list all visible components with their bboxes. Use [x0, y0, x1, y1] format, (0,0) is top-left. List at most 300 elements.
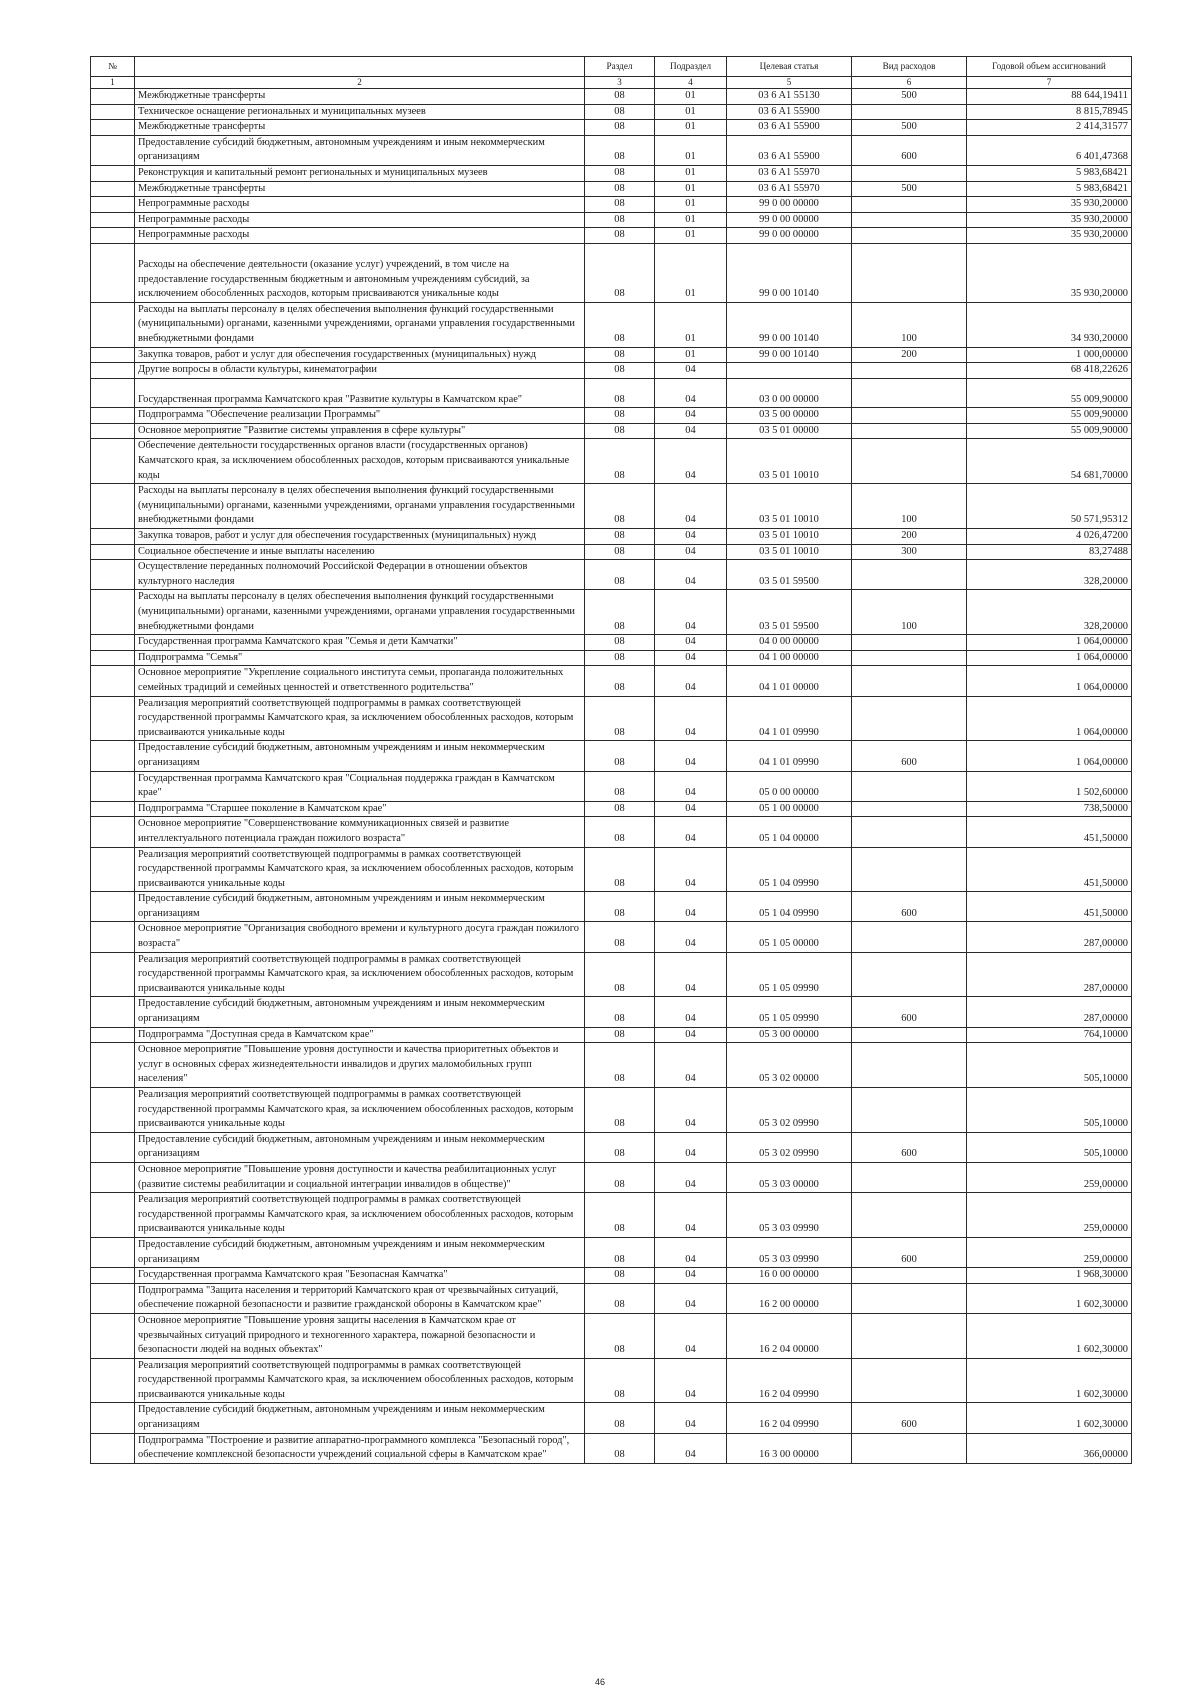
row-expense-type [852, 666, 967, 696]
row-amount: 1 064,00000 [967, 696, 1132, 741]
row-expense-type: 600 [852, 892, 967, 922]
row-number [91, 741, 135, 771]
row-number [91, 120, 135, 136]
row-subsection: 04 [655, 560, 727, 590]
table-row [91, 560, 1132, 590]
row-expense-type: 200 [852, 529, 967, 545]
row-name: Подпрограмма "Старшее поколение в Камчатском крае" [135, 801, 585, 817]
row-target-item: 05 1 05 09990 [727, 952, 852, 997]
table-row [91, 1088, 1132, 1133]
row-expense-type [852, 1433, 967, 1463]
table-row [91, 243, 1132, 302]
row-subsection: 04 [655, 666, 727, 696]
row-number [91, 1283, 135, 1313]
row-subsection: 04 [655, 544, 727, 560]
row-amount: 5 983,68421 [967, 181, 1132, 197]
row-amount: 8 815,78945 [967, 104, 1132, 120]
row-section: 08 [585, 847, 655, 892]
row-subsection: 04 [655, 1268, 727, 1284]
row-target-item: 05 1 04 09990 [727, 892, 852, 922]
table-header [91, 57, 1132, 89]
document-sheet [90, 56, 1131, 1464]
table-row [91, 212, 1132, 228]
row-amount: 366,00000 [967, 1433, 1132, 1463]
row-section: 08 [585, 952, 655, 997]
row-number [91, 529, 135, 545]
row-target-item: 16 2 04 00000 [727, 1313, 852, 1358]
row-subsection: 01 [655, 89, 727, 105]
row-target-item: 04 1 00 00000 [727, 650, 852, 666]
row-section: 08 [585, 560, 655, 590]
row-amount: 50 571,95312 [967, 484, 1132, 529]
row-target-item: 16 2 00 00000 [727, 1283, 852, 1313]
row-amount: 1 602,30000 [967, 1403, 1132, 1433]
row-name: Реконструкция и капитальный ремонт региональных и муниципальных музеев [135, 165, 585, 181]
row-target-item: 16 2 04 09990 [727, 1403, 852, 1433]
row-section: 08 [585, 1268, 655, 1284]
row-number [91, 696, 135, 741]
row-name: Осуществление переданных полномочий Российской Федерации в отношении объектов культурного наследия [135, 560, 585, 590]
row-expense-type [852, 1268, 967, 1284]
row-number [91, 1088, 135, 1133]
row-expense-type [852, 243, 967, 302]
row-name: Предоставление субсидий бюджетным, автономным учреждениям и иным некоммерческим организациям [135, 1237, 585, 1267]
row-number [91, 1132, 135, 1162]
row-target-item: 04 1 01 00000 [727, 666, 852, 696]
table-row [91, 952, 1132, 997]
row-section: 08 [585, 120, 655, 136]
row-section: 08 [585, 1193, 655, 1238]
row-subsection: 04 [655, 741, 727, 771]
row-number [91, 243, 135, 302]
table-row [91, 1027, 1132, 1043]
row-expense-type [852, 1027, 967, 1043]
row-number [91, 771, 135, 801]
row-subsection: 01 [655, 165, 727, 181]
row-number [91, 997, 135, 1027]
row-amount: 35 930,20000 [967, 197, 1132, 213]
row-subsection: 04 [655, 817, 727, 847]
row-target-item: 05 3 03 00000 [727, 1162, 852, 1192]
row-expense-type [852, 922, 967, 952]
row-amount: 287,00000 [967, 922, 1132, 952]
row-expense-type: 600 [852, 1237, 967, 1267]
row-name: Непрограммные расходы [135, 228, 585, 244]
row-number [91, 1358, 135, 1403]
row-amount: 764,10000 [967, 1027, 1132, 1043]
row-name: Реализация мероприятий соответствующей подпрограммы в рамках соответствующей государственной программы Камчатского края, за исключением обособленных расходов, которым присваиваются уникальные коды [135, 847, 585, 892]
row-name: Расходы на выплаты персоналу в целях обеспечения выполнения функций государственными (муниципальными) органами, казенными учреждениями, органами управления государственными внебюджетными фондами [135, 484, 585, 529]
row-name: Техническое оснащение региональных и муниципальных музеев [135, 104, 585, 120]
row-number [91, 801, 135, 817]
row-name: Реализация мероприятий соответствующей подпрограммы в рамках соответствующей государственной программы Камчатского края, за исключением обособленных расходов, которым присваиваются уникальные коды [135, 1193, 585, 1238]
table-row [91, 817, 1132, 847]
row-amount: 1 000,00000 [967, 347, 1132, 363]
row-section: 08 [585, 1313, 655, 1358]
row-name: Расходы на выплаты персоналу в целях обеспечения выполнения функций государственными (муниципальными) органами, казенными учреждениями, органами управления государственными внебюджетными фондами [135, 302, 585, 347]
row-target-item: 16 2 04 09990 [727, 1358, 852, 1403]
row-amount: 287,00000 [967, 997, 1132, 1027]
row-expense-type [852, 439, 967, 484]
table-row [91, 165, 1132, 181]
row-amount: 505,10000 [967, 1088, 1132, 1133]
table-row [91, 997, 1132, 1027]
row-subsection: 04 [655, 363, 727, 379]
row-number [91, 635, 135, 651]
row-expense-type [852, 378, 967, 408]
row-amount: 83,27488 [967, 544, 1132, 560]
row-target-item: 05 3 00 00000 [727, 1027, 852, 1043]
row-number [91, 892, 135, 922]
header-section: Раздел [585, 57, 655, 77]
row-amount: 451,50000 [967, 892, 1132, 922]
row-section: 08 [585, 1403, 655, 1433]
row-name: Реализация мероприятий соответствующей подпрограммы в рамках соответствующей государственной программы Камчатского края, за исключением обособленных расходов, которым присваиваются уникальные коды [135, 952, 585, 997]
row-target-item: 99 0 00 10140 [727, 347, 852, 363]
row-number [91, 197, 135, 213]
row-name: Основное мероприятие "Совершенствование коммуникационных связей и развитие интеллектуального потенциала граждан пожилого возраста" [135, 817, 585, 847]
row-target-item: 05 1 04 00000 [727, 817, 852, 847]
row-expense-type: 100 [852, 302, 967, 347]
column-number-7: 7 [967, 77, 1132, 89]
row-name: Социальное обеспечение и иные выплаты населению [135, 544, 585, 560]
row-number [91, 135, 135, 165]
row-amount: 1 968,30000 [967, 1268, 1132, 1284]
table-row [91, 302, 1132, 347]
row-expense-type: 200 [852, 347, 967, 363]
row-amount: 451,50000 [967, 817, 1132, 847]
table-row [91, 666, 1132, 696]
row-number [91, 1237, 135, 1267]
table-row [91, 847, 1132, 892]
row-name: Обеспечение деятельности государственных органов власти (государственных органов) Камчатского края, за исключением обособленных расходов, которым присваиваются уникальные коды [135, 439, 585, 484]
row-section: 08 [585, 378, 655, 408]
column-number-3: 3 [585, 77, 655, 89]
row-target-item: 04 0 00 00000 [727, 635, 852, 651]
row-target-item: 05 1 00 00000 [727, 801, 852, 817]
table-row [91, 529, 1132, 545]
row-expense-type: 600 [852, 1403, 967, 1433]
row-name: Предоставление субсидий бюджетным, автономным учреждениям и иным некоммерческим организациям [135, 135, 585, 165]
row-target-item: 99 0 00 10140 [727, 243, 852, 302]
table-row [91, 741, 1132, 771]
column-number-6: 6 [852, 77, 967, 89]
row-name: Государственная программа Камчатского края "Развитие культуры в Камчатском крае" [135, 378, 585, 408]
row-target-item: 05 1 05 00000 [727, 922, 852, 952]
table-row [91, 1132, 1132, 1162]
row-expense-type [852, 560, 967, 590]
row-target-item: 04 1 01 09990 [727, 741, 852, 771]
row-section: 08 [585, 228, 655, 244]
table-row [91, 120, 1132, 136]
row-number [91, 484, 135, 529]
row-number [91, 302, 135, 347]
row-amount: 328,20000 [967, 590, 1132, 635]
row-name: Реализация мероприятий соответствующей подпрограммы в рамках соответствующей государственной программы Камчатского края, за исключением обособленных расходов, которым присваиваются уникальные коды [135, 696, 585, 741]
row-number [91, 650, 135, 666]
row-target-item: 04 1 01 09990 [727, 696, 852, 741]
row-expense-type [852, 228, 967, 244]
row-expense-type [852, 771, 967, 801]
table-body [91, 89, 1132, 1464]
row-amount: 35 930,20000 [967, 243, 1132, 302]
header-subsection: Подраздел [655, 57, 727, 77]
row-expense-type: 600 [852, 997, 967, 1027]
row-amount: 55 009,90000 [967, 408, 1132, 424]
row-name: Межбюджетные трансферты [135, 89, 585, 105]
row-subsection: 04 [655, 801, 727, 817]
row-subsection: 04 [655, 922, 727, 952]
row-subsection: 04 [655, 1358, 727, 1403]
row-subsection: 01 [655, 347, 727, 363]
row-target-item: 03 5 01 10010 [727, 439, 852, 484]
row-name: Предоставление субсидий бюджетным, автономным учреждениям и иным некоммерческим организациям [135, 741, 585, 771]
row-section: 08 [585, 741, 655, 771]
row-expense-type: 500 [852, 89, 967, 105]
row-amount: 505,10000 [967, 1132, 1132, 1162]
row-amount: 328,20000 [967, 560, 1132, 590]
row-number [91, 544, 135, 560]
row-amount: 738,50000 [967, 801, 1132, 817]
row-subsection: 01 [655, 197, 727, 213]
row-amount: 1 064,00000 [967, 650, 1132, 666]
row-target-item: 03 6 A1 55130 [727, 89, 852, 105]
row-section: 08 [585, 922, 655, 952]
row-section: 08 [585, 1027, 655, 1043]
row-number [91, 666, 135, 696]
row-amount: 5 983,68421 [967, 165, 1132, 181]
row-section: 08 [585, 666, 655, 696]
row-target-item: 03 6 A1 55900 [727, 135, 852, 165]
table-row [91, 590, 1132, 635]
row-number [91, 378, 135, 408]
row-target-item: 99 0 00 00000 [727, 197, 852, 213]
row-subsection: 04 [655, 847, 727, 892]
row-amount: 259,00000 [967, 1193, 1132, 1238]
row-subsection: 04 [655, 696, 727, 741]
table-row [91, 347, 1132, 363]
row-target-item: 16 3 00 00000 [727, 1433, 852, 1463]
table-row [91, 1433, 1132, 1463]
row-expense-type [852, 1193, 967, 1238]
row-expense-type [852, 1043, 967, 1088]
row-section: 08 [585, 801, 655, 817]
table-row [91, 1283, 1132, 1313]
row-number [91, 89, 135, 105]
row-target-item: 03 0 00 00000 [727, 378, 852, 408]
row-expense-type [852, 1088, 967, 1133]
row-expense-type [852, 408, 967, 424]
row-target-item: 05 3 02 09990 [727, 1088, 852, 1133]
row-section: 08 [585, 165, 655, 181]
table-row [91, 1043, 1132, 1088]
row-name: Предоставление субсидий бюджетным, автономным учреждениям и иным некоммерческим организациям [135, 1403, 585, 1433]
row-section: 08 [585, 89, 655, 105]
table-row [91, 89, 1132, 105]
row-amount: 55 009,90000 [967, 378, 1132, 408]
row-name: Подпрограмма "Защита населения и территорий Камчатского края от чрезвычайных ситуаций, обеспечение пожарной безопасности и развитие гражданской обороны в Камчатском крае" [135, 1283, 585, 1313]
row-expense-type: 300 [852, 544, 967, 560]
row-subsection: 04 [655, 1088, 727, 1133]
row-target-item: 03 6 A1 55970 [727, 181, 852, 197]
column-number-4: 4 [655, 77, 727, 89]
row-name: Подпрограмма "Построение и развитие аппаратно-программного комплекса "Безопасный город", обеспечение комплексной безопасности учреждений социальной сферы в Камчатском крае" [135, 1433, 585, 1463]
table-row [91, 363, 1132, 379]
row-section: 08 [585, 635, 655, 651]
row-amount: 259,00000 [967, 1162, 1132, 1192]
row-section: 08 [585, 1358, 655, 1403]
row-expense-type [852, 817, 967, 847]
row-expense-type: 600 [852, 1132, 967, 1162]
row-subsection: 04 [655, 439, 727, 484]
row-section: 08 [585, 347, 655, 363]
row-target-item: 03 5 01 10010 [727, 529, 852, 545]
table-row [91, 228, 1132, 244]
header-number: № [91, 57, 135, 77]
row-subsection: 04 [655, 1433, 727, 1463]
table-row [91, 1237, 1132, 1267]
row-subsection: 01 [655, 212, 727, 228]
table-row [91, 1358, 1132, 1403]
row-name: Основное мероприятие "Повышение уровня доступности и качества приоритетных объектов и услуг в основных сферах жизнедеятельности инвалидов и других маломобильных групп населения" [135, 1043, 585, 1088]
row-expense-type: 500 [852, 120, 967, 136]
row-subsection: 01 [655, 181, 727, 197]
row-name: Основное мероприятие "Организация свободного времени и культурного досуга граждан пожилого возраста" [135, 922, 585, 952]
row-expense-type [852, 165, 967, 181]
row-name: Расходы на обеспечение деятельности (оказание услуг) учреждений, в том числе на предоставление государственным бюджетным и автономным учреждениям субсидий, за исключением обособленных расходов, которым присваиваются уникальные коды [135, 243, 585, 302]
row-subsection: 04 [655, 529, 727, 545]
row-subsection: 01 [655, 120, 727, 136]
row-expense-type [852, 635, 967, 651]
row-name: Другие вопросы в области культуры, кинематографии [135, 363, 585, 379]
row-number [91, 817, 135, 847]
row-number [91, 1162, 135, 1192]
row-number [91, 922, 135, 952]
row-amount: 1 064,00000 [967, 741, 1132, 771]
row-amount: 88 644,19411 [967, 89, 1132, 105]
row-subsection: 04 [655, 1132, 727, 1162]
row-number [91, 847, 135, 892]
row-section: 08 [585, 1132, 655, 1162]
table-row [91, 408, 1132, 424]
row-target-item: 03 6 A1 55900 [727, 120, 852, 136]
row-subsection: 04 [655, 952, 727, 997]
row-section: 08 [585, 1088, 655, 1133]
row-amount: 505,10000 [967, 1043, 1132, 1088]
row-target-item: 16 0 00 00000 [727, 1268, 852, 1284]
row-subsection: 01 [655, 228, 727, 244]
row-name: Расходы на выплаты персоналу в целях обеспечения выполнения функций государственными (муниципальными) органами, казенными учреждениями, органами управления государственными внебюджетными фондами [135, 590, 585, 635]
row-amount: 2 414,31577 [967, 120, 1132, 136]
table-row [91, 892, 1132, 922]
row-subsection: 04 [655, 997, 727, 1027]
row-target-item: 03 5 01 00000 [727, 423, 852, 439]
row-amount: 68 418,22626 [967, 363, 1132, 379]
row-target-item: 05 1 04 09990 [727, 847, 852, 892]
row-amount: 1 602,30000 [967, 1358, 1132, 1403]
row-number [91, 423, 135, 439]
row-subsection: 04 [655, 1283, 727, 1313]
table-row [91, 771, 1132, 801]
row-target-item: 03 5 01 10010 [727, 544, 852, 560]
row-section: 08 [585, 529, 655, 545]
row-number [91, 228, 135, 244]
row-section: 08 [585, 104, 655, 120]
row-subsection: 01 [655, 104, 727, 120]
row-section: 08 [585, 771, 655, 801]
row-section: 08 [585, 135, 655, 165]
row-section: 08 [585, 590, 655, 635]
row-section: 08 [585, 181, 655, 197]
column-number-1: 1 [91, 77, 135, 89]
row-section: 08 [585, 484, 655, 529]
row-section: 08 [585, 439, 655, 484]
row-number [91, 408, 135, 424]
row-target-item: 03 6 A1 55900 [727, 104, 852, 120]
row-expense-type [852, 104, 967, 120]
row-number [91, 212, 135, 228]
table-row [91, 135, 1132, 165]
row-amount: 1 064,00000 [967, 666, 1132, 696]
row-amount: 54 681,70000 [967, 439, 1132, 484]
row-name: Подпрограмма "Семья" [135, 650, 585, 666]
row-number [91, 104, 135, 120]
row-target-item: 05 3 02 09990 [727, 1132, 852, 1162]
row-target-item: 03 6 A1 55970 [727, 165, 852, 181]
column-number-2: 2 [135, 77, 585, 89]
row-section: 08 [585, 243, 655, 302]
row-number [91, 1268, 135, 1284]
row-name: Предоставление субсидий бюджетным, автономным учреждениям и иным некоммерческим организациям [135, 1132, 585, 1162]
row-number [91, 439, 135, 484]
row-target-item: 05 3 03 09990 [727, 1193, 852, 1238]
row-amount: 6 401,47368 [967, 135, 1132, 165]
row-name: Государственная программа Камчатского края "Безопасная Камчатка" [135, 1268, 585, 1284]
row-name: Закупка товаров, работ и услуг для обеспечения государственных (муниципальных) нужд [135, 529, 585, 545]
row-target-item: 05 3 03 09990 [727, 1237, 852, 1267]
row-number [91, 1043, 135, 1088]
row-number [91, 347, 135, 363]
row-subsection: 01 [655, 302, 727, 347]
table-row [91, 484, 1132, 529]
table-row [91, 1193, 1132, 1238]
row-subsection: 04 [655, 484, 727, 529]
row-expense-type [852, 1162, 967, 1192]
table-row [91, 544, 1132, 560]
row-number [91, 560, 135, 590]
row-subsection: 04 [655, 1313, 727, 1358]
row-number [91, 363, 135, 379]
row-subsection: 04 [655, 771, 727, 801]
row-subsection: 04 [655, 408, 727, 424]
row-amount: 1 602,30000 [967, 1313, 1132, 1358]
row-amount: 1 064,00000 [967, 635, 1132, 651]
row-name: Непрограммные расходы [135, 212, 585, 228]
row-section: 08 [585, 408, 655, 424]
row-expense-type: 100 [852, 484, 967, 529]
table-row [91, 635, 1132, 651]
row-number [91, 590, 135, 635]
table-row [91, 197, 1132, 213]
row-subsection: 04 [655, 1237, 727, 1267]
row-subsection: 04 [655, 650, 727, 666]
row-target-item [727, 363, 852, 379]
row-target-item: 05 1 05 09990 [727, 997, 852, 1027]
row-number [91, 952, 135, 997]
header-annual-volume: Годовой объем ассигнований [967, 57, 1132, 77]
row-subsection: 04 [655, 378, 727, 408]
row-amount: 35 930,20000 [967, 212, 1132, 228]
